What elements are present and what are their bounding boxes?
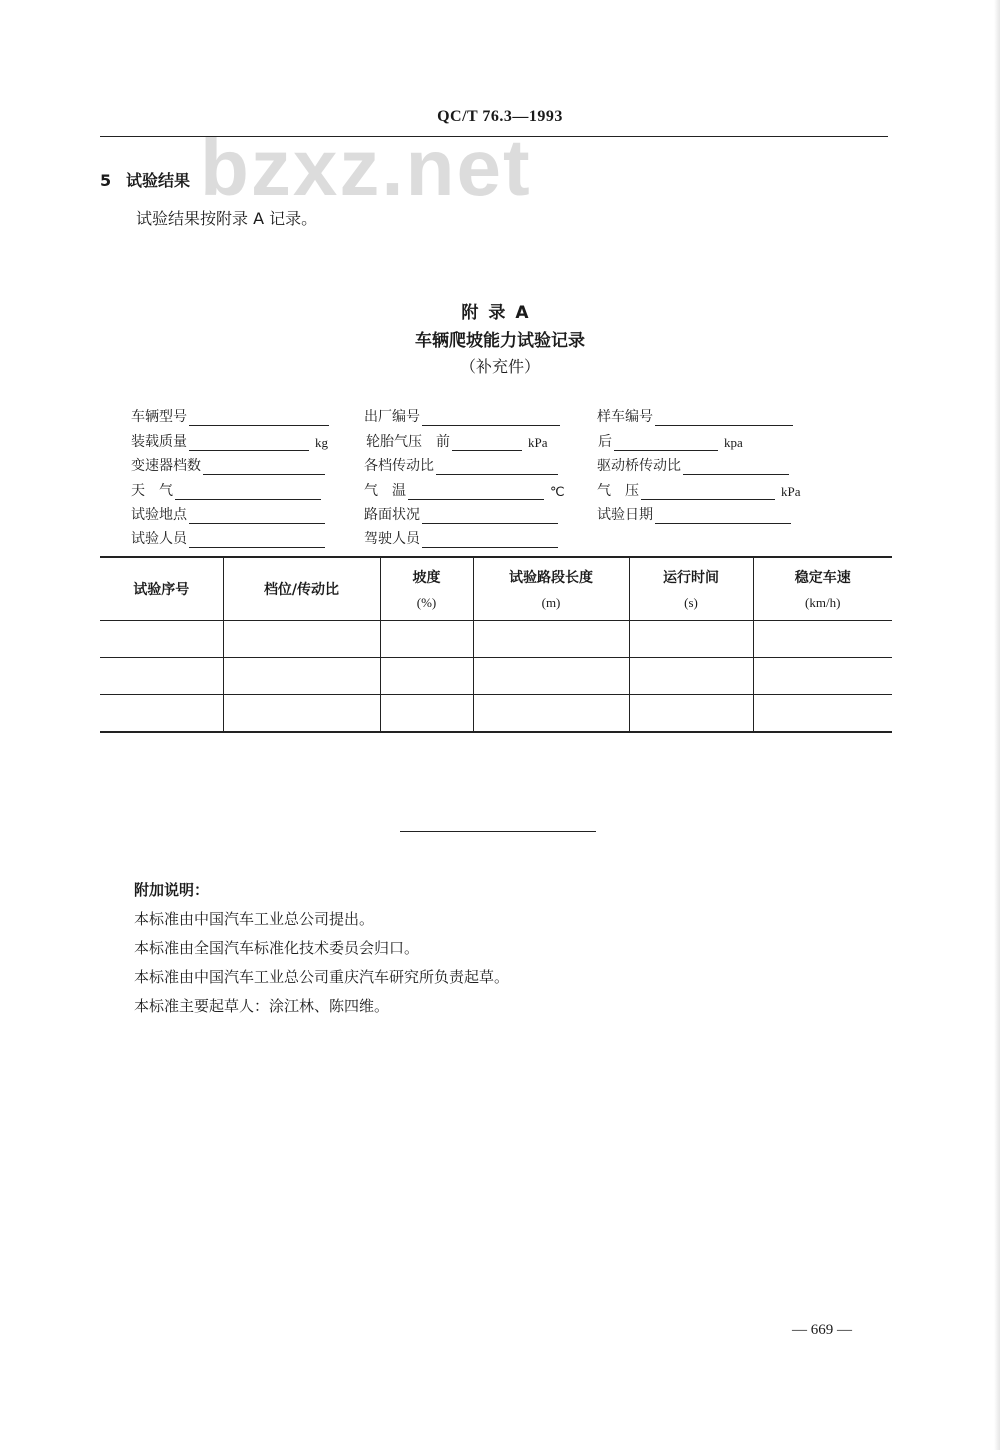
test-personnel-blank[interactable]	[189, 533, 325, 548]
column-unit: (%)	[416, 595, 437, 610]
air-temperature-blank[interactable]	[408, 485, 544, 500]
field-label: 样车编号	[597, 409, 653, 425]
table-header-row	[100, 557, 892, 621]
field-label: 气 压	[597, 483, 639, 499]
unit-label: kPa	[528, 435, 548, 450]
gear-ratios-blank[interactable]	[436, 460, 558, 475]
unit-label: kg	[315, 435, 328, 450]
tire-rear-blank[interactable]	[614, 436, 718, 451]
column-header	[473, 557, 629, 621]
vehicle-model-blank[interactable]	[189, 411, 329, 426]
table-cell[interactable]	[223, 658, 380, 695]
field-label: 车辆型号	[131, 409, 187, 425]
notes-line: 本标准由中国汽车工业总公司提出。	[134, 910, 375, 928]
table-cell[interactable]	[100, 658, 223, 695]
section-title: 试验结果	[126, 171, 191, 190]
table-row	[100, 621, 892, 658]
column-label: 坡度	[412, 570, 441, 586]
field-label: 出厂编号	[364, 409, 420, 425]
column-label: 稳定车速	[794, 570, 851, 586]
field-test-personnel	[131, 528, 325, 548]
section-number: 5	[100, 171, 112, 190]
table-cell[interactable]	[753, 695, 892, 733]
field-label: 天 气	[131, 483, 173, 499]
additional-notes	[134, 876, 509, 1021]
watermark: bzxz.net	[200, 123, 532, 212]
column-unit: (km/h)	[805, 595, 841, 610]
notes-line: 本标准由全国汽车标准化技术委员会归口。	[134, 939, 420, 957]
column-label: 试验序号	[133, 582, 190, 598]
transmission-gears-blank[interactable]	[203, 460, 325, 475]
road-condition-blank[interactable]	[422, 509, 558, 524]
column-header	[100, 557, 223, 621]
table-cell[interactable]	[380, 695, 473, 733]
air-pressure-blank[interactable]	[641, 485, 775, 500]
field-label: 路面状况	[364, 507, 420, 523]
field-tire-pressure-front	[366, 431, 548, 451]
table-cell[interactable]	[753, 621, 892, 658]
appendix-label: 附录A	[461, 303, 539, 323]
table-cell[interactable]	[380, 658, 473, 695]
field-label: 试验日期	[597, 507, 653, 523]
section-heading	[100, 168, 190, 191]
load-mass-blank[interactable]	[189, 436, 309, 451]
field-drive-axle-ratio	[597, 455, 789, 475]
field-label: 试验人员	[131, 531, 187, 547]
table-cell[interactable]	[629, 658, 753, 695]
page-edge	[994, 0, 1000, 1450]
field-test-location	[131, 504, 325, 524]
table-cell[interactable]	[629, 695, 753, 733]
table-cell[interactable]	[473, 658, 629, 695]
field-label: 后	[598, 434, 612, 450]
column-header	[629, 557, 753, 621]
field-gear-ratios	[364, 455, 558, 475]
unit-label: kpa	[724, 435, 743, 450]
standard-code: QC/T 76.3—1993	[437, 108, 563, 125]
weather-blank[interactable]	[175, 485, 321, 500]
table-row	[100, 658, 892, 695]
test-date-blank[interactable]	[655, 509, 791, 524]
driver-blank[interactable]	[422, 533, 558, 548]
field-test-date	[597, 504, 791, 524]
field-vehicle-model	[131, 406, 329, 426]
column-unit: (m)	[541, 595, 561, 610]
factory-number-blank[interactable]	[422, 411, 560, 426]
appendix-title: 车辆爬坡能力试验记录	[415, 331, 585, 351]
field-label: 气 温	[364, 483, 406, 499]
column-header	[223, 557, 380, 621]
field-label: 试验地点	[131, 507, 187, 523]
field-label: 装载质量	[131, 434, 187, 450]
section-body: 试验结果按附录 A 记录。	[136, 209, 318, 228]
field-sample-number	[597, 406, 793, 426]
field-label: 轮胎气压 前	[366, 434, 450, 450]
test-location-blank[interactable]	[189, 509, 325, 524]
unit-label: ℃	[550, 484, 565, 499]
unit-label: kPa	[781, 484, 801, 499]
notes-line: 本标准由中国汽车工业总公司重庆汽车研究所负责起草。	[134, 968, 510, 986]
page-number: — 669 —	[792, 1322, 852, 1338]
column-label: 运行时间	[663, 570, 719, 586]
table-cell[interactable]	[753, 658, 892, 695]
field-driver	[364, 528, 558, 548]
drive-axle-ratio-blank[interactable]	[683, 460, 789, 475]
sample-number-blank[interactable]	[655, 411, 793, 426]
record-table-wrap	[100, 556, 892, 733]
field-transmission-gears	[131, 455, 325, 475]
appendix-note: （补充件）	[459, 357, 540, 376]
notes-line: 本标准主要起草人：涂江林、陈四维。	[134, 997, 390, 1015]
table-cell[interactable]	[100, 695, 223, 733]
column-header	[753, 557, 892, 621]
notes-title: 附加说明：	[134, 881, 210, 899]
table-row	[100, 695, 892, 733]
tire-front-blank[interactable]	[452, 436, 522, 451]
table-cell[interactable]	[223, 695, 380, 733]
table-cell[interactable]	[473, 695, 629, 733]
table-cell[interactable]	[223, 621, 380, 658]
column-label: 试验路段长度	[509, 570, 593, 586]
field-label: 驾驶人员	[364, 531, 420, 547]
table-cell[interactable]	[473, 621, 629, 658]
field-weather	[131, 480, 321, 500]
field-label: 变速器档数	[131, 458, 201, 474]
column-header	[380, 557, 473, 621]
field-tire-pressure-rear	[598, 431, 743, 451]
field-air-pressure	[597, 480, 801, 500]
table-cell[interactable]	[629, 621, 753, 658]
field-load-mass	[131, 431, 328, 451]
column-label: 档位/传动比	[263, 582, 340, 598]
field-factory-number	[364, 406, 560, 426]
field-air-temperature	[364, 480, 565, 500]
end-rule	[400, 831, 596, 832]
field-label: 驱动桥传动比	[597, 458, 681, 474]
column-unit: (s)	[684, 595, 698, 610]
table-cell[interactable]	[100, 621, 223, 658]
table-cell[interactable]	[380, 621, 473, 658]
field-road-condition	[364, 504, 558, 524]
field-label: 各档传动比	[364, 458, 434, 474]
record-table	[100, 556, 892, 733]
